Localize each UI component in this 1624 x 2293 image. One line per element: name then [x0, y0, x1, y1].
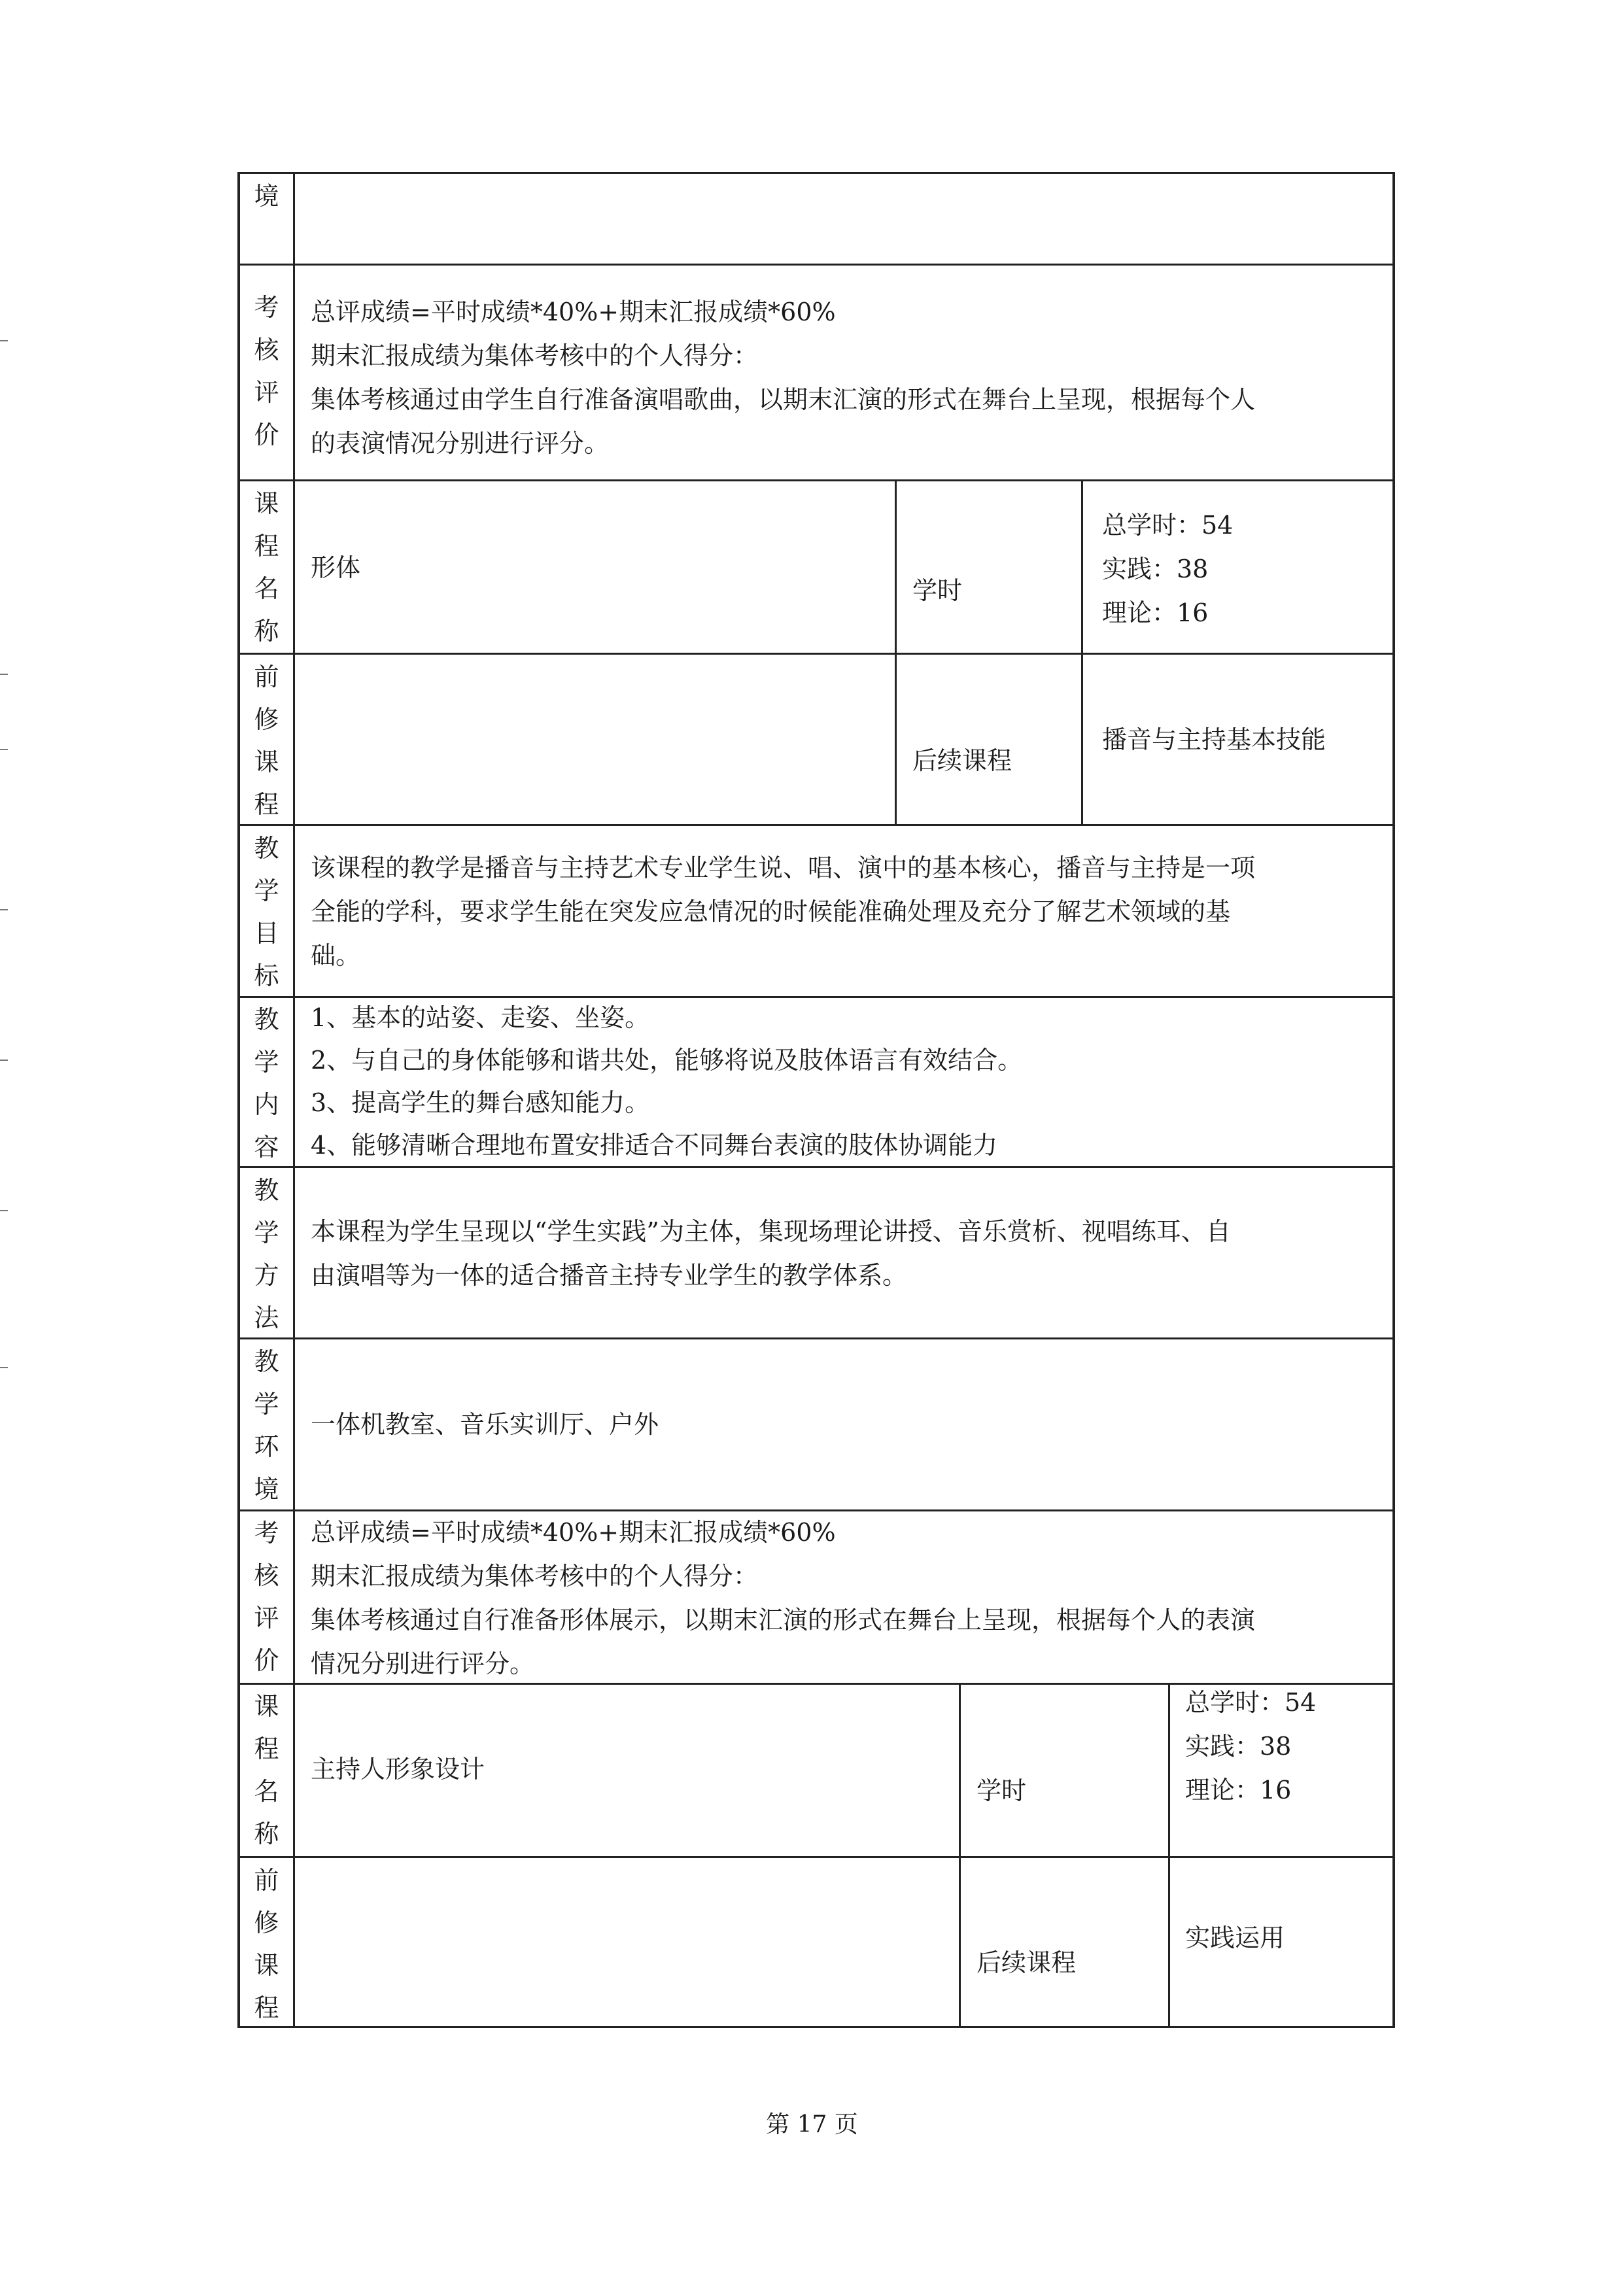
text-line: 该课程的教学是播音与主持艺术专业学生说、唱、演中的基本核心，播音与主持是一项	[311, 853, 1256, 882]
followup-value: 实践运用	[1185, 1923, 1285, 1952]
followup-label: 后续课程	[912, 746, 1012, 775]
label-teaching-goal: 教 学 目 标	[254, 834, 279, 990]
row-divider	[237, 653, 1395, 655]
scan-mark	[0, 674, 8, 675]
scan-mark	[0, 909, 8, 910]
label-assessment: 考 核 评 价	[254, 293, 279, 449]
col-divider	[895, 479, 897, 826]
scan-mark	[0, 1060, 8, 1061]
text-line: 由演唱等为一体的适合播音主持专业学生的教学体系。	[311, 1261, 908, 1290]
text-line: 总评成绩=平时成绩*40%+期末汇报成绩*60%	[311, 298, 836, 326]
text-line: 的表演情况分别进行评分。	[311, 429, 610, 458]
hours-theory: 理论：16	[1102, 598, 1209, 627]
label-course-name: 课 程 名 称	[254, 489, 279, 646]
text-line: 集体考核通过由学生自行准备演唱歌曲，以期末汇演的形式在舞台上呈现，根据每个人	[311, 385, 1256, 414]
followup-value: 播音与主持基本技能	[1102, 725, 1326, 754]
text-line: 期末汇报成绩为集体考核中的个人得分：	[311, 341, 759, 370]
label-course-name: 课 程 名 称	[254, 1692, 279, 1848]
hours-theory: 理论：16	[1185, 1776, 1292, 1804]
scan-mark	[0, 340, 8, 341]
scan-mark	[0, 749, 8, 750]
table-border-bottom	[237, 2026, 1395, 2028]
row-divider	[237, 824, 1395, 826]
label-assessment: 考 核 评 价	[254, 1519, 279, 1675]
label-teaching-method: 教 学 方 法	[254, 1176, 279, 1332]
teaching-method-text	[311, 1210, 1231, 1298]
teaching-environment-text: 一体机教室、音乐实训厅、户外	[311, 1410, 659, 1439]
course-name: 主持人形象设计	[311, 1755, 485, 1784]
table-border-top	[237, 172, 1395, 174]
text-line: 总评成绩=平时成绩*40%+期末汇报成绩*60%	[311, 1518, 836, 1547]
page-number: 第 17 页	[766, 2111, 858, 2138]
col-divider	[959, 1683, 961, 2028]
text-line: 全能的学科，要求学生能在突发应急情况的时候能准确处理及充分了解艺术领域的基	[311, 897, 1231, 926]
scan-mark	[0, 1210, 8, 1211]
hours-label: 学时	[976, 1776, 1027, 1805]
list-item: 4、能够清晰合理地布置安排适合不同舞台表演的肢体协调能力	[311, 1131, 998, 1160]
teaching-goal-text	[311, 846, 1255, 978]
text-line: 期末汇报成绩为集体考核中的个人得分：	[311, 1562, 759, 1591]
teaching-content-list	[311, 997, 1022, 1167]
label-prerequisite: 前 修 课 程	[254, 1866, 279, 2022]
hours-breakdown	[1102, 504, 1233, 635]
row-divider	[237, 1856, 1395, 1858]
col-divider	[1168, 1683, 1170, 2028]
text-line: 情况分别进行评分。	[311, 1649, 535, 1678]
text-line: 集体考核通过自行准备形体展示，以期末汇演的形式在舞台上呈现，根据每个人的表演	[311, 1606, 1256, 1634]
row-divider	[237, 264, 1395, 266]
scan-mark	[0, 1367, 8, 1368]
hours-breakdown	[1185, 1681, 1316, 1812]
col-divider	[1081, 479, 1083, 826]
assessment-text	[311, 1511, 1255, 1686]
hours-practice: 实践：38	[1185, 1732, 1292, 1761]
list-item: 2、与自己的身体能够和谐共处，能够将说及肢体语言有效结合。	[311, 1046, 1023, 1075]
hours-label: 学时	[912, 576, 963, 605]
list-item: 1、基本的站姿、走姿、坐姿。	[311, 1003, 650, 1032]
hours-total: 总学时：54	[1185, 1688, 1317, 1717]
label-teaching-content: 教 学 内 容	[254, 1005, 279, 1162]
list-item: 3、提高学生的舞台感知能力。	[311, 1088, 650, 1117]
followup-label: 后续课程	[976, 1948, 1077, 1977]
course-name: 形体	[311, 553, 361, 582]
label-teaching-environment: 教 学 环 境	[254, 1347, 279, 1504]
row-divider	[237, 1337, 1395, 1339]
assessment-text	[311, 290, 1255, 466]
text-line: 本课程为学生呈现以“学生实践”为主体，集现场理论讲授、音乐赏析、视唱练耳、自	[311, 1217, 1231, 1246]
text-line: 础。	[311, 941, 361, 970]
hours-total: 总学时：54	[1102, 511, 1234, 540]
table-border-right	[1392, 172, 1395, 2028]
label-environment-continued: 境	[254, 182, 279, 211]
label-prerequisite: 前 修 课 程	[254, 663, 279, 819]
row-divider	[237, 479, 1395, 481]
hours-practice: 实践：38	[1102, 555, 1209, 583]
